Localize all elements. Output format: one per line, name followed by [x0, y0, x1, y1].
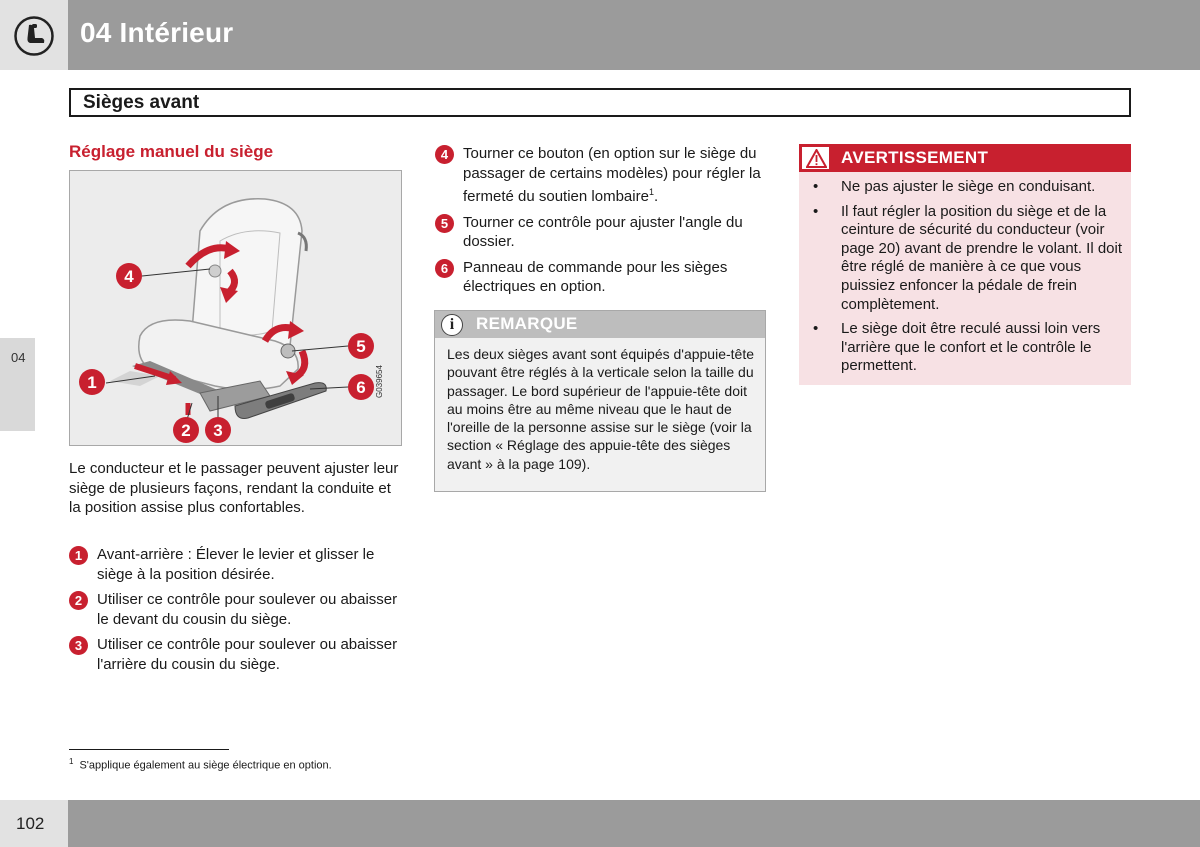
step-item [69, 590, 399, 629]
header-icon-box [0, 0, 68, 70]
note-header [435, 311, 765, 338]
seat-figure [69, 170, 402, 446]
step-text: Tourner ce bouton (en option sur le siège du passager de certains modèles) pour régler la fermeté du soutien lombaire [463, 145, 761, 205]
step-item [435, 144, 765, 207]
subheading: Réglage manuel du siège [69, 142, 274, 161]
callout-5-label: 5 [356, 337, 366, 356]
step-item [69, 545, 399, 584]
leader-5 [292, 346, 348, 351]
step-number-badge: 2 [69, 591, 88, 610]
seat-icon [14, 16, 54, 56]
warning-list [813, 178, 1123, 382]
footer-band [0, 800, 1200, 847]
warning-icon-box [801, 146, 830, 170]
footnote [69, 757, 332, 772]
step-item [69, 635, 399, 674]
footnote-text: S'applique également au siège électrique en option. [79, 759, 332, 772]
intro-paragraph: Le conducteur et le passager peuvent ajuster leur siège de plusieurs façons, rendant la conduite et la position assise plus confortables. [69, 460, 399, 516]
callout-6-label: 6 [356, 378, 366, 397]
note-title: REMARQUE [476, 314, 578, 333]
info-icon: i [441, 314, 463, 336]
figure-code: G039654 [375, 365, 384, 398]
steps-right [435, 144, 765, 303]
page-number: 102 [16, 814, 45, 833]
warning-header [799, 144, 1131, 172]
step-text-tail: . [653, 188, 659, 205]
chapter-side-tab-label: 04 [11, 350, 26, 365]
chapter-title: 04 Intérieur [80, 17, 234, 48]
step-number-badge: 3 [69, 636, 88, 655]
step-item [435, 258, 765, 297]
step-number-badge: 6 [435, 259, 454, 278]
step-text: Utiliser ce contrôle pour soulever ou abaisser l'arrière du cousin du siège. [97, 636, 398, 673]
step-number-badge: 5 [435, 214, 454, 233]
callout-1-label: 1 [87, 373, 97, 392]
warning-triangle-icon [806, 149, 827, 168]
step-text: Tourner ce contrôle pour ajuster l'angle du dossier. [463, 213, 743, 250]
footnote-marker: 1 [69, 757, 74, 766]
step-text: Panneau de commande pour les sièges électriques en option. [463, 258, 728, 295]
step-number-badge: 1 [69, 546, 88, 565]
warning-item: • Ne pas ajuster le siège en conduisant. [813, 178, 1123, 197]
footnote-rule [69, 749, 229, 750]
warning-box [799, 144, 1131, 385]
step-number-badge: 4 [435, 145, 454, 164]
section-title-box [69, 88, 1131, 117]
step-text: Avant-arrière : Élever le levier et glisser le siège à la position désirée. [97, 546, 375, 583]
callout-3-label: 3 [213, 421, 223, 440]
arrow-recline-head [288, 321, 304, 339]
lumbar-knob [209, 265, 221, 277]
warning-item: • Le siège doit être reculé aussi loin vers l'arrière que le confort et le contrôle le permettent. [813, 320, 1123, 376]
seat-illustration [70, 171, 403, 447]
footnote-ref: 1 [648, 187, 654, 197]
callout-4-label: 4 [124, 267, 134, 286]
callout-2-label: 2 [181, 421, 191, 440]
note-text: Les deux sièges avant sont équipés d'appuie-tête pouvant être réglés à la verticale selon la taille du passager. Le bord supérieur de l'appuie-tête doit au moins être au même niveau que le haut de l'oreille de la personne assise sur le siège (voir la section « Réglage des appuie-tête des sièges avant » à la page 109). [447, 346, 755, 472]
note-box [434, 310, 766, 492]
step-item [435, 213, 765, 252]
warning-item: • Il faut régler la position du siège et de la ceinture de sécurité du conducteur (voir page 20) avant de prendre le volant. Il doit être réglé de manière à ce que vous puissiez enfoncer la pédale de frein complètement. [813, 203, 1123, 315]
steps-left [69, 545, 399, 680]
section-title: Sièges avant [83, 92, 200, 113]
step-text: Utiliser ce contrôle pour soulever ou abaisser le devant du cousin du siège. [97, 591, 398, 628]
warning-title: AVERTISSEMENT [841, 148, 989, 167]
